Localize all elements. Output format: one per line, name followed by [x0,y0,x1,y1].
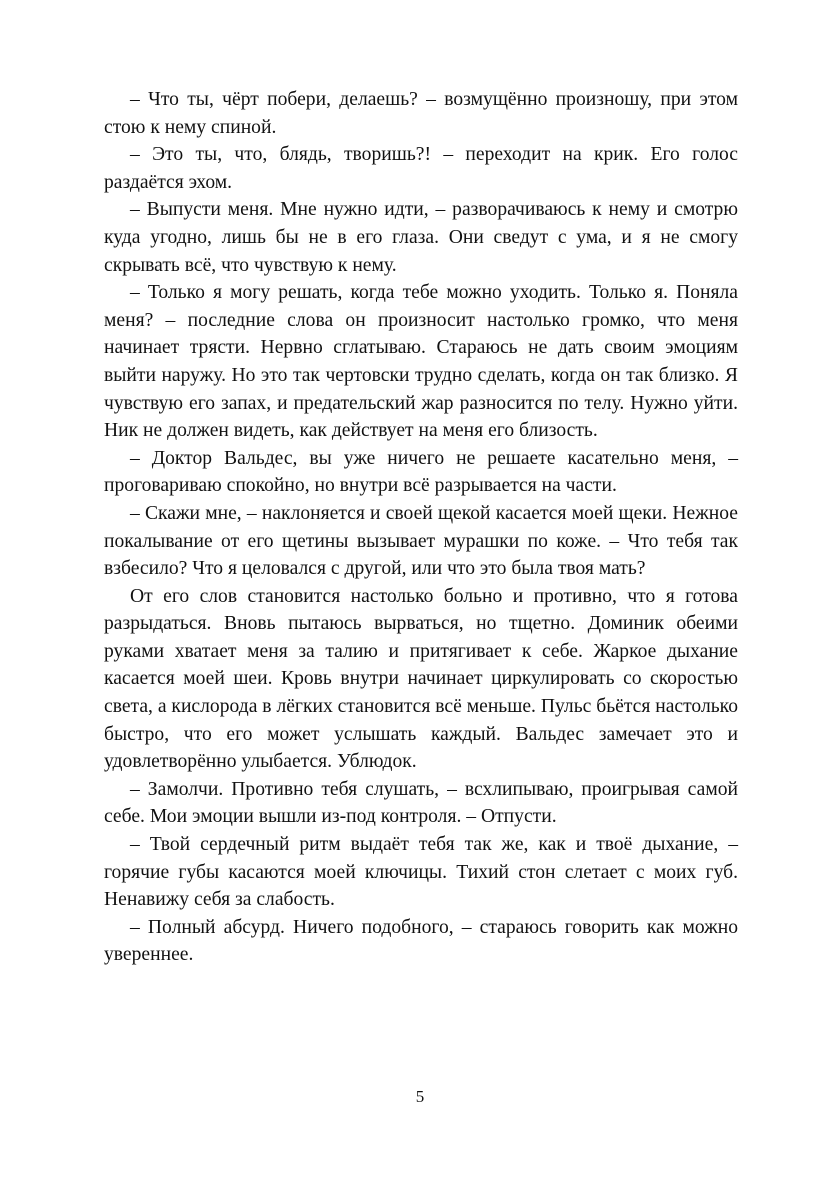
page-number: 5 [415,1087,425,1106]
paragraph: – Скажи мне, – наклоняется и своей щекой касается моей щеки. Нежное покалывание от его щетины вызывает мурашки по коже. – Что тебя так взбесило? Что я целовался с другой, или что это была твоя мать? [104,502,738,580]
page-body [104,86,738,969]
paragraph: – Только я могу решать, когда тебе можно уходить. Только я. Поняла меня? – последние слова он произносит настолько громко, что меня начинает трясти. Нервно сглатываю. Стараюсь не дать своим эмоциям выйти наружу. Но это так чертовски трудно сделать, когда он так близко. Я чувствую его запах, и предательский жар разносится по телу. Нужно уйти. Ник не должен видеть, как действует на меня его близость. [104,282,738,442]
paragraph: – Твой сердечный ритм выдаёт тебя так же, как и твоё дыхание, – горячие губы касаются моей ключицы. Тихий стон слетает с моих губ. Ненавижу себя за слабость. [104,834,738,911]
paragraph: – Полный абсурд. Ничего подобного, – стараюсь говорить как можно увереннее. [104,916,738,966]
paragraph: – Выпусти меня. Мне нужно идти, – разворачиваюсь к нему и смотрю куда угодно, лишь бы не в его глаза. Они сведут с ума, и я не смогу скрывать всё, что чувствую к нему. [104,199,738,276]
paragraph: – Замолчи. Противно тебя слушать, – всхлипываю, проигрывая самой себе. Мои эмоции вышли из-под контроля. – Отпусти. [104,778,738,828]
paragraph: От его слов становится настолько больно и противно, что я готова разрыдаться. Вновь пытаюсь вырваться, но тщетно. Доминик обеими руками хватает меня за талию и притягивает к себе. Жаркое дыхание касается моей шеи. Кровь внутри начинает циркулировать со скоростью света, а кислорода в лёгких становится всё меньше. Пульс бьётся настолько быстро, что его может услышать каждый. Вальдес замечает это и удовлетворённо улыбается. Ублюдок. [104,585,738,773]
paragraph: – Доктор Вальдес, вы уже ничего не решаете касательно меня, – проговариваю спокойно, но внутри всё разрывается на части. [104,447,738,497]
paragraph: – Что ты, чёрт побери, делаешь? – возмущённо произношу, при этом стою к нему спиной. [104,89,738,138]
paragraph: – Это ты, что, блядь, творишь?! – переходит на крик. Его голос раздаётся эхом. [104,144,738,193]
